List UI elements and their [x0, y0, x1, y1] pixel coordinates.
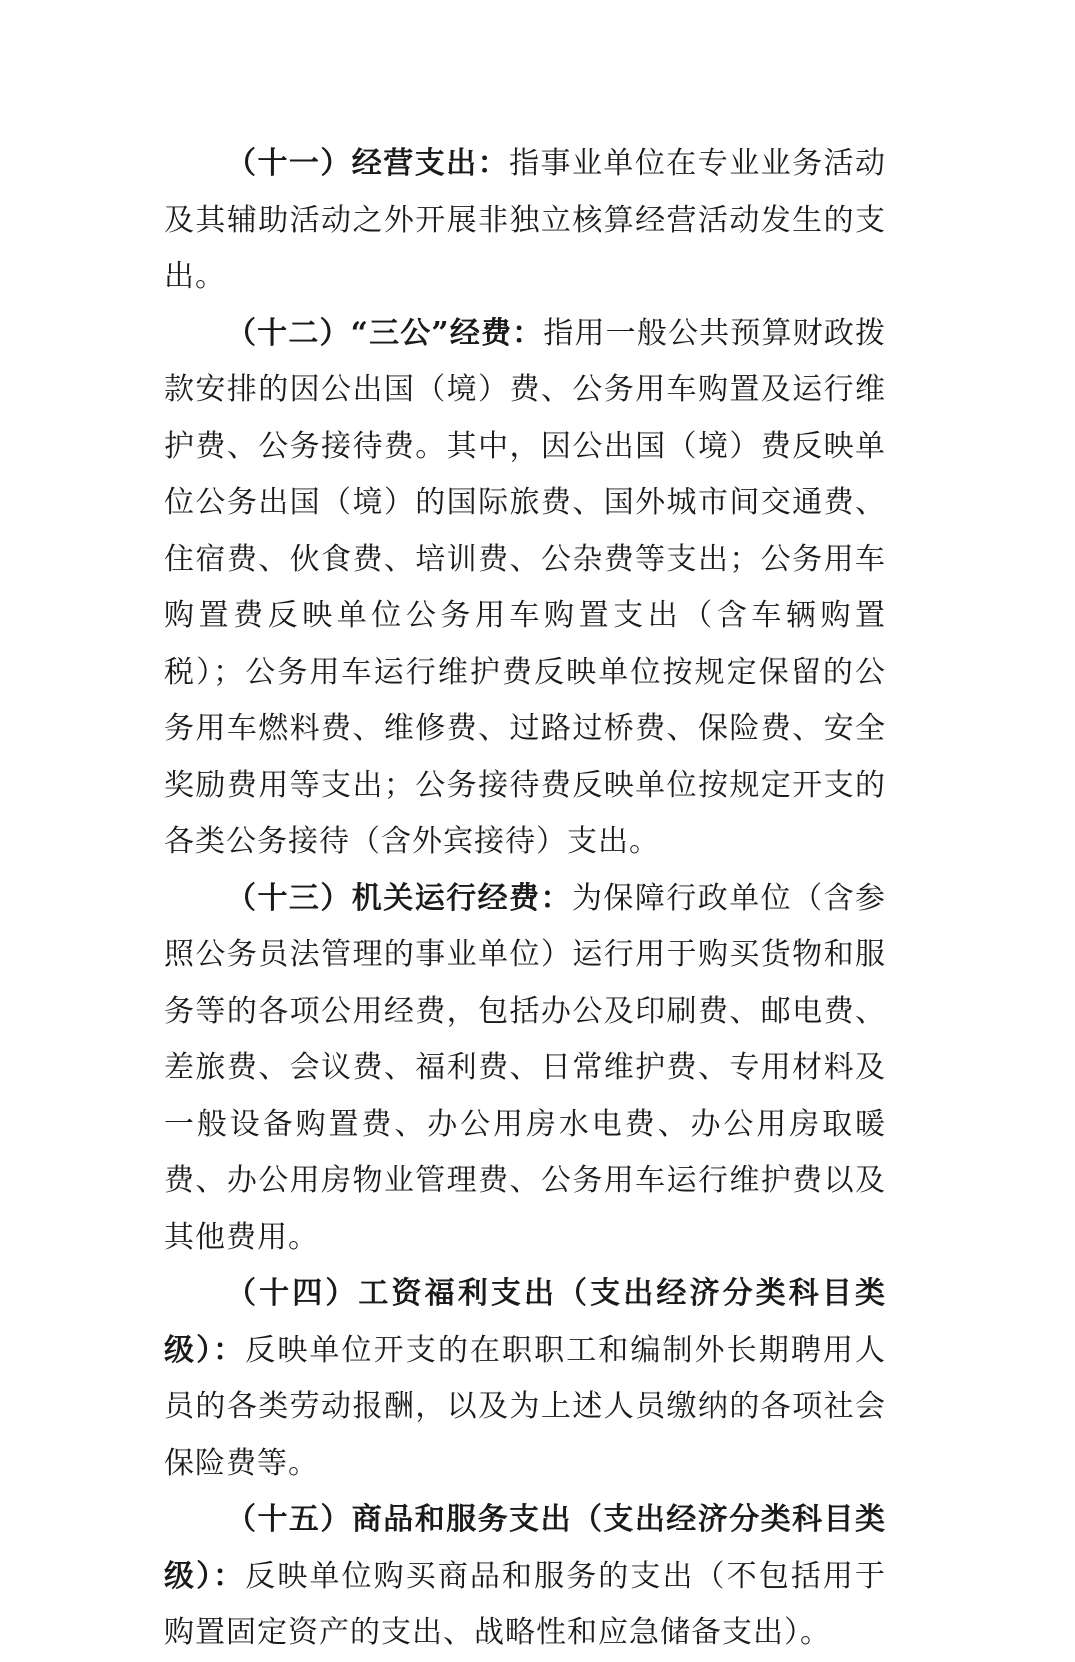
paragraph-heading: （十三）机关运行经费：: [226, 880, 572, 916]
paragraph-agency-operating-funds: [164, 871, 886, 1267]
paragraph-operating-expenditure: [164, 136, 886, 306]
paragraph-text: 为保障行政单位（含参照公务员法管理的事业单位）运行用于购买货物和服务等的各项公用经费，包括办公及印刷费、邮电费、差旅费、会议费、福利费、日常维护费、专用材料及一般设备购置费、办公用房水电费、办公用房取暖费、办公用房物业管理费、公务用车运行维护费以及其他费用。: [164, 880, 887, 1255]
paragraph-text: 指用一般公共预算财政拨款安排的因公出国（境）费、公务用车购置及运行维护费、公务接待费。其中，因公出国（境）费反映单位公务出国（境）的国际旅费、国外城市间交通费、住宿费、伙食费、培训费、公杂费等支出；公务用车购置费反映单位公务用车购置支出（含车辆购置税）；公务用车运行维护费反映单位按规定保留的公务用车燃料费、维修费、过路过桥费、保险费、安全奖励费用等支出；公务接待费反映单位按规定开支的各类公务接待（含外宾接待）支出。: [164, 315, 887, 859]
paragraph-heading: （十二）“三公”经费：: [226, 315, 544, 351]
paragraph-three-public-expenses: [164, 306, 886, 871]
paragraph-wages-welfare: [164, 1266, 886, 1492]
paragraph-heading: （十五）商品和服务支出（支出经济分类科目类级）：: [164, 1502, 886, 1594]
paragraph-text: 反映单位开支的在职职工和编制外长期聘用人员的各类劳动报酬，以及为上述人员缴纳的各项社会保险费等。: [164, 1332, 887, 1481]
document-body: [164, 136, 886, 1662]
paragraph-text: 指事业单位在专业业务活动及其辅助活动之外开展非独立核算经营活动发生的支出。: [164, 146, 887, 294]
paragraph-text: 反映单位购买商品和服务的支出（不包括用于购置固定资产的支出、战略性和应急储备支出）。: [164, 1558, 887, 1650]
paragraph-heading: （十四）工资福利支出（支出经济分类科目类级）：: [164, 1276, 886, 1368]
paragraph-heading: （十一）经营支出：: [226, 146, 510, 181]
paragraph-goods-services: [164, 1492, 886, 1662]
